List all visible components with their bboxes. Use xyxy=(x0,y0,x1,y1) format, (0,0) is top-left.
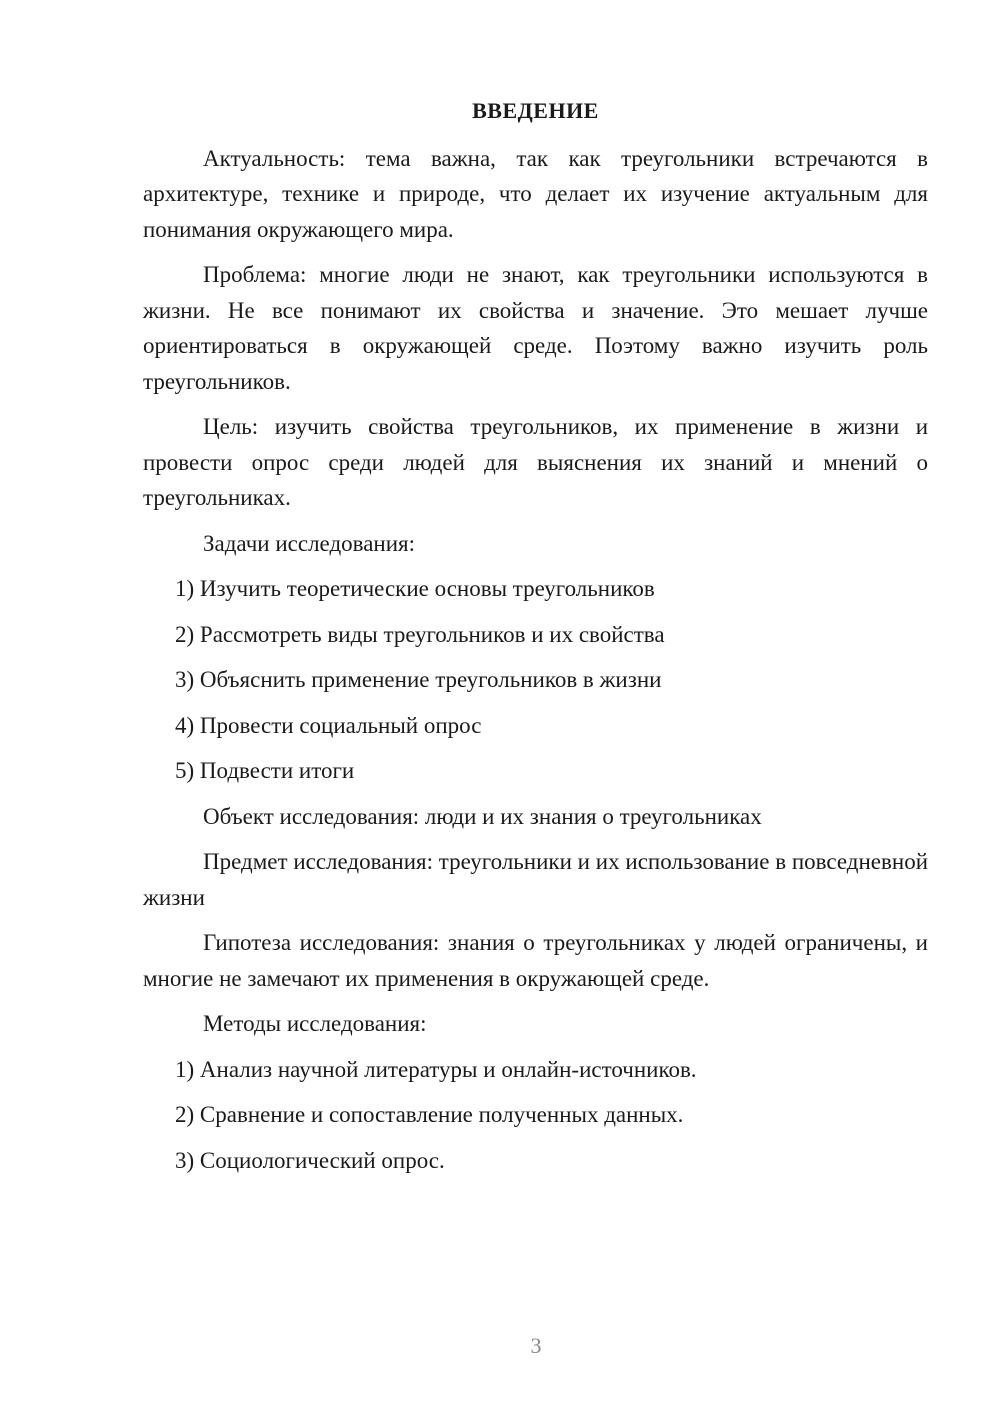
tasks-list xyxy=(143,571,928,789)
page-content xyxy=(143,93,928,1188)
problem-paragraph: Проблема: многие люди не знают, как треугольники используются в жизни. Не все понимают их свойства и значение. Это мешает лучше ориентироваться в окружающей среде. Поэтому важно изучить роль треугольников. xyxy=(143,262,928,394)
methods-title: Методы исследования: xyxy=(203,1011,427,1036)
goal-paragraph: Цель: изучить свойства треугольников, их применение в жизни и провести опрос среди людей для выяснения их знаний и мнений о треугольниках. xyxy=(143,414,928,510)
list-item: 4) Провести социальный опрос xyxy=(175,712,482,738)
relevance-paragraph: Актуальность: тема важна, так как треугольники встречаются в архитектуре, технике и природе, что делает их изучение актуальным для понимания окружающего мира. xyxy=(143,145,928,242)
list-item: 2) Сравнение и сопоставление полученных данных. xyxy=(175,1102,684,1127)
hypothesis-paragraph: Гипотеза исследования: знания о треугольниках у людей ограничены, и многие не замечают их применения в окружающей среде. xyxy=(143,930,928,991)
page-number: 3 xyxy=(530,1333,542,1358)
subject-paragraph: Предмет исследования: треугольники и их использование в повседневной жизни xyxy=(143,849,928,910)
section-heading: ВВЕДЕНИЕ xyxy=(472,98,599,123)
tasks-title: Задачи исследования: xyxy=(203,530,416,556)
list-item: 2) Рассмотреть виды треугольников и их свойства xyxy=(175,621,665,647)
object-paragraph: Объект исследования: люди и их знания о треугольниках xyxy=(203,803,762,829)
list-item: 3) Социологический опрос. xyxy=(175,1147,445,1173)
list-item: 1) Анализ научной литературы и онлайн-источников. xyxy=(175,1056,697,1082)
list-item: 5) Подвести итоги xyxy=(175,758,355,783)
list-item: 1) Изучить теоретические основы треугольников xyxy=(175,576,655,601)
list-item: 3) Объяснить применение треугольников в жизни xyxy=(175,667,662,692)
methods-list xyxy=(143,1052,928,1179)
